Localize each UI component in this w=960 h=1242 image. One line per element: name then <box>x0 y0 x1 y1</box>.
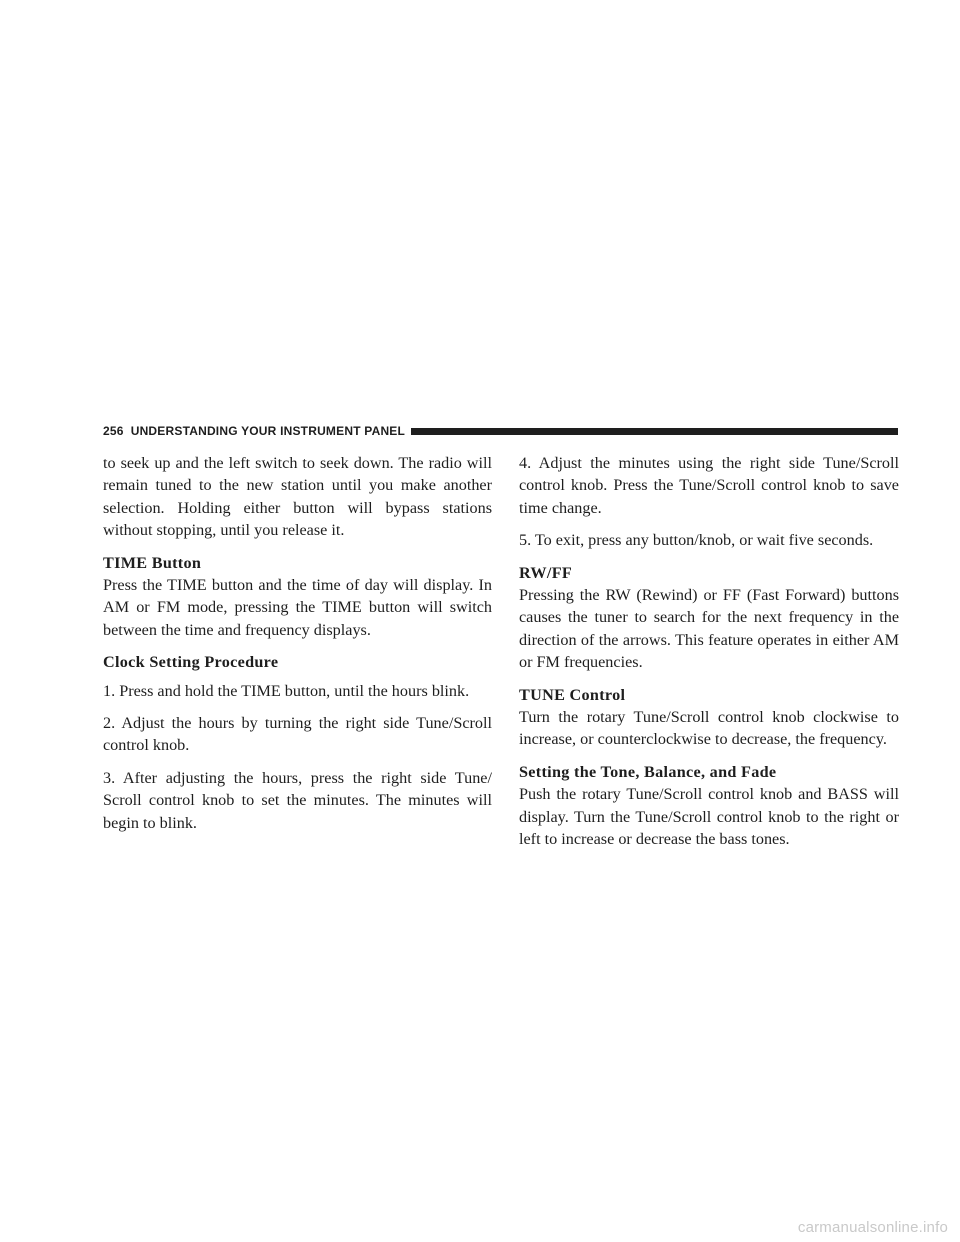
clock-step-5: 5. To exit, press any button/knob, or wait five seconds. <box>519 531 874 550</box>
time-button-paragraph: Press the TIME button and the time of day will display. In AM or FM mode, pressing the TIME button will switch between the time and frequency displays. <box>103 576 492 639</box>
time-button-heading: TIME Button <box>103 553 202 572</box>
page-header <box>103 423 898 439</box>
clock-setting-heading: Clock Setting Procedure <box>103 653 279 672</box>
header-rule <box>411 428 898 435</box>
tune-control-heading: TUNE Control <box>519 685 626 704</box>
clock-step-4: 4. Adjust the minutes using the right side Tune/Scroll control knob. Press the Tune/Scroll control knob to save time change. <box>519 454 899 517</box>
page-number: 256 <box>103 424 124 438</box>
left-column <box>103 452 492 844</box>
tone-balance-fade-heading: Setting the Tone, Balance, and Fade <box>519 762 777 781</box>
watermark-text: carmanualsonline.info <box>797 1219 948 1236</box>
intro-paragraph: to seek up and the left switch to seek down. The radio will remain tuned to the new station until you make another selection. Holding either button will bypass stations without stopping, until you release it. <box>103 454 492 540</box>
clock-step-1: 1. Press and hold the TIME button, until the hours blink. <box>103 681 470 700</box>
tune-control-paragraph: Turn the rotary Tune/Scroll control knob clockwise to increase, or counterclockwise to decrease, the frequency. <box>519 708 899 749</box>
rwff-heading: RW/FF <box>519 563 573 582</box>
tone-balance-fade-paragraph: Push the rotary Tune/Scroll control knob and BASS will display. Turn the Tune/Scroll control knob to the right or left to increase or decrease the bass tones. <box>519 785 899 849</box>
clock-step-2: 2. Adjust the hours by turning the right side Tune/Scroll control knob. <box>103 714 492 755</box>
clock-step-3: 3. After adjusting the hours, press the right side Tune/ Scroll control knob to set the minutes. The minutes will begin to blink. <box>103 768 492 832</box>
rwff-paragraph: Pressing the RW (Rewind) or FF (Fast Forward) buttons causes the tuner to search for the next frequency in the direction of the arrows. This feature operates in either AM or FM frequencies. <box>519 586 899 672</box>
page-header-text <box>103 424 411 438</box>
right-column <box>519 452 899 861</box>
section-title: UNDERSTANDING YOUR INSTRUMENT PANEL <box>130 424 406 438</box>
